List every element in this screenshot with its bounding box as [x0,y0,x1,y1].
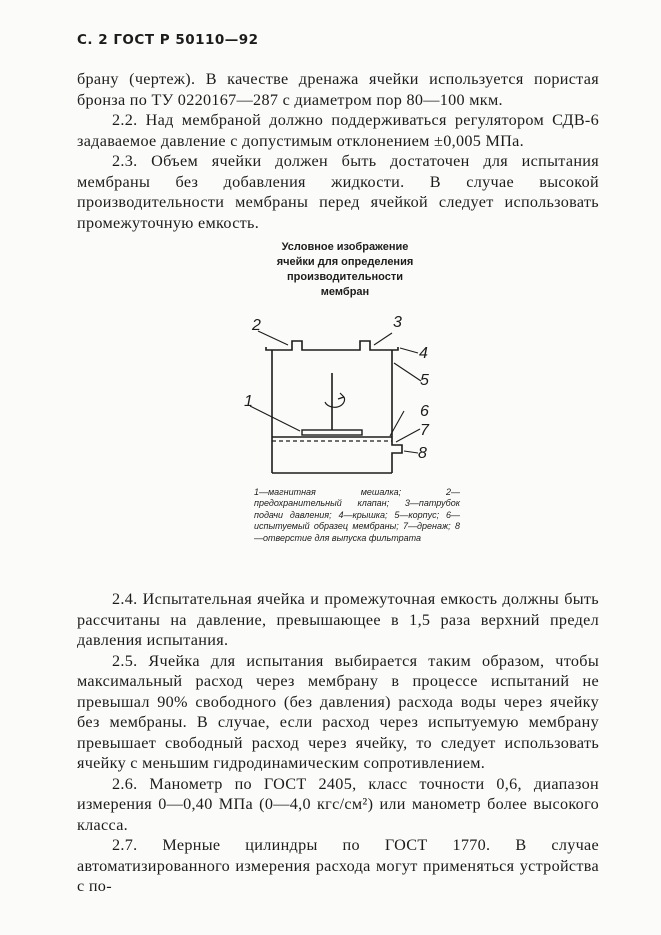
label-1: 1 [244,393,253,410]
rotation-arrow [325,397,345,407]
figure-caption: 1—магнитная мешалка; 2—предохранительный клапан; 3—патрубок подачи давления; 4—крышка; 5—корпус; 6—испытуемый образец мембраны; 7—дренаж; 8—отверстие для выпуска фильтрата [254,487,460,543]
label-6: 6 [420,403,429,420]
text-block-top [77,69,599,233]
figure-title-line: Условное изображение [281,241,409,253]
figure-title-line: ячейки для определения [276,256,414,268]
paragraph-2-2: 2.2. Над мембраной должно поддерживаться регулятором СДВ-6 задаваемое давление с допустимым отклонением ±0,005 МПа. [77,111,599,150]
paragraph-2-4: 2.4. Испытательная ячейка и промежуточная емкость должны быть рассчитаны на давление, превышающее в 1,5 раза верхний предел давления испытания. [77,590,599,649]
paragraph-2-6: 2.6. Манометр по ГОСТ 2405, класс точности 0,6, диапазон измерения 0—0,40 МПа (0—4,0 кгс/см²) или манометр более высокого класса. [77,774,599,834]
stirrer-bar [302,430,362,435]
label-2: 2 [252,317,261,334]
label-4: 4 [419,345,428,362]
paragraph-2-3: 2.3. Объем ячейки должен быть достаточен для испытания мембраны без добавления жидкости. В случае высокой производительности мембраны перед ячейкой следует использовать промежуточную емкость. [77,152,599,232]
label-7: 7 [420,422,429,439]
body-wall-right [392,350,402,473]
figure-title-line: производительности [287,271,403,283]
cell-diagram [230,305,450,480]
figure-title [245,240,445,300]
label-5: 5 [420,372,429,389]
paragraph-2-7: 2.7. Мерные цилиндры по ГОСТ 1770. В случае автоматизированного измерения расхода могут применяться устройства с по- [77,836,599,895]
page-header: С. 2 ГОСТ Р 50110—92 [77,32,259,48]
text-block-bottom [77,589,599,897]
paragraph-2-5: 2.5. Ячейка для испытания выбирается таким образом, чтобы максимальный расход через мембрану в процессе испытаний не превышал 90% свободного (без давления) расхода воды через ячейку без мембраны. В случае, если расход через испытуемую мембрану превышает свободный расход через ячейку, то следует использовать ячейку с меньшим гидродинамическим сопротивлением. [77,651,599,772]
label-8: 8 [418,445,427,462]
label-3: 3 [393,314,402,331]
figure-title-line: мембран [320,286,370,298]
paragraph-intro: брану (чертеж). В качестве дренажа ячейки используется пористая бронза по ТУ 0220167—287 с диаметром пор 80—100 мкм. [77,70,599,109]
